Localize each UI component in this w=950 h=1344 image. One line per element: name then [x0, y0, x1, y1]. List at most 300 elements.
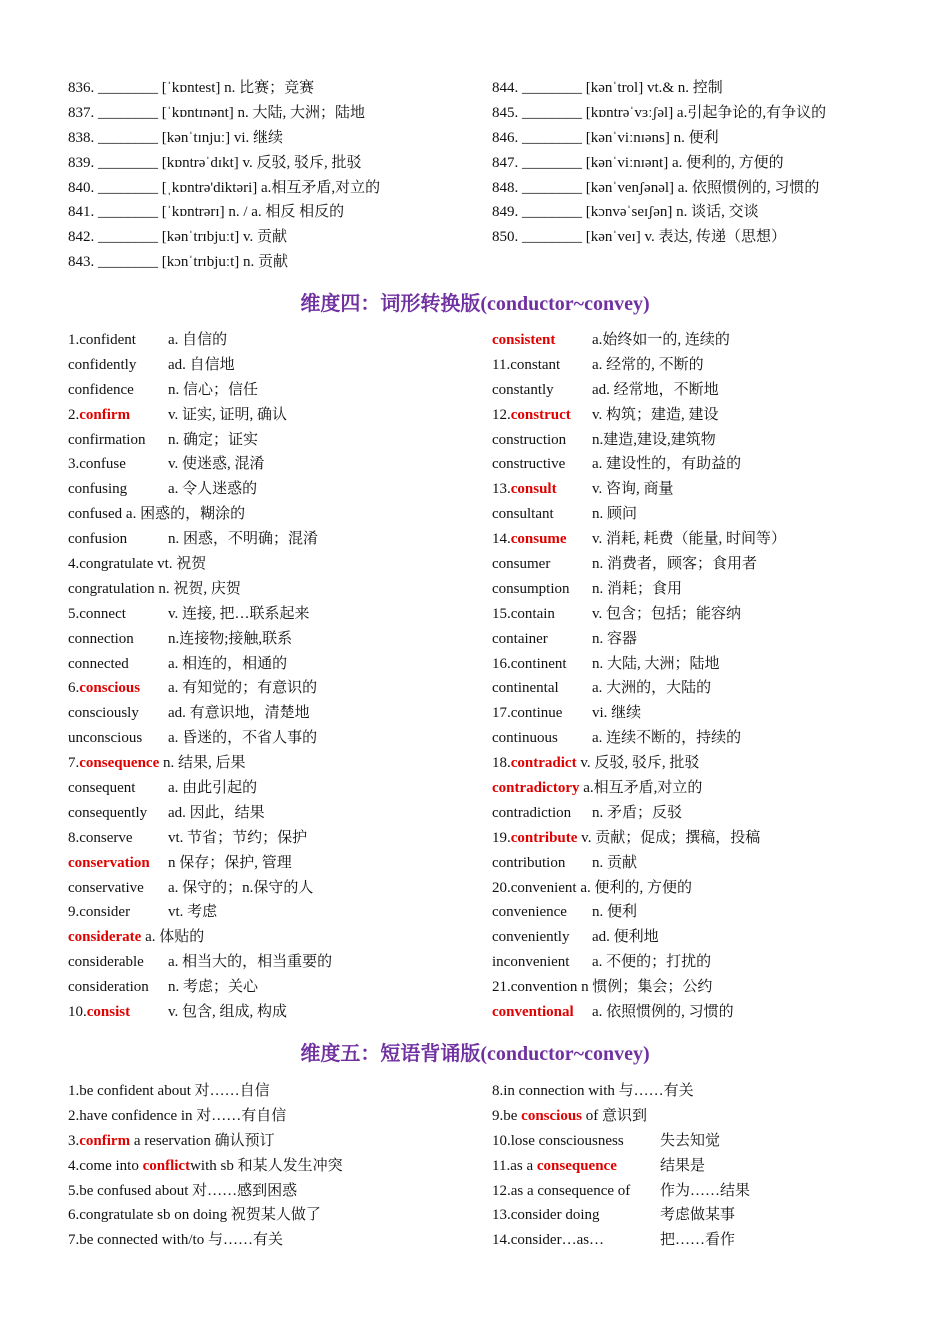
- word-form-row: [492, 502, 786, 527]
- headword-text: connected: [68, 655, 129, 672]
- headword-text: conservative: [68, 879, 144, 896]
- headword-highlight: contradict: [510, 755, 577, 772]
- definition: a. 便利的, 方便的: [580, 879, 692, 896]
- definition: a. 令人迷惑的: [168, 481, 258, 498]
- headword: [68, 452, 168, 477]
- headword-text: confidence: [68, 381, 134, 398]
- headword-text: unconscious: [68, 730, 143, 747]
- word-form-row: [492, 925, 786, 950]
- headword: [492, 1000, 592, 1025]
- phrase-text: 4.come into: [68, 1157, 143, 1174]
- definition: n. 贡献: [592, 854, 638, 871]
- headword-text: 12.: [492, 406, 511, 423]
- phrase-row: [68, 1228, 343, 1253]
- phrase-meaning: 失去知觉: [660, 1132, 721, 1149]
- word-form-row: [492, 726, 786, 751]
- phrase-text: with sb 和某人发生冲突: [190, 1157, 343, 1174]
- word-form-row: [68, 776, 332, 801]
- headword: [492, 652, 592, 677]
- headword-text: consumer: [492, 556, 551, 573]
- headword-text: convenience: [492, 904, 567, 921]
- word-form-row: [68, 751, 332, 776]
- section-heading-word-forms: 维度四：词形转换版(conductor~convey): [300, 293, 650, 315]
- word-forms-right: [492, 328, 786, 1025]
- vocab-list-right: [492, 76, 826, 250]
- headword: [68, 428, 168, 453]
- headword: [492, 577, 592, 602]
- phrase-row: [492, 1179, 750, 1204]
- headword: [68, 801, 168, 826]
- definition: n. 容器: [592, 630, 638, 647]
- headword-text: 9.consider: [68, 904, 131, 921]
- word-form-row: [492, 1000, 786, 1025]
- phrase-text: of 意识到: [582, 1107, 648, 1124]
- headword: [68, 527, 168, 552]
- headword-text: confused: [68, 506, 123, 523]
- headword: [68, 701, 168, 726]
- headword: [492, 452, 592, 477]
- word-form-row: [492, 577, 786, 602]
- definition: a. 大洲的，大陆的: [592, 680, 712, 697]
- definition: ad. 有意识地，清楚地: [168, 705, 310, 722]
- phrase: [68, 1183, 297, 1199]
- phrase-highlight: conflict: [142, 1157, 191, 1174]
- word-form-row: [68, 602, 332, 627]
- phrases-right: [492, 1079, 750, 1253]
- headword-text: confusing: [68, 481, 128, 498]
- phrase-row: [492, 1104, 750, 1129]
- headword: [492, 751, 577, 776]
- word-form-row: [492, 378, 786, 403]
- phrase-row: [492, 1129, 750, 1154]
- headword-highlight: contribute: [510, 829, 578, 846]
- headword: [68, 1000, 168, 1025]
- definition: n.建造,建设,建筑物: [592, 431, 716, 448]
- word-form-row: [492, 552, 786, 577]
- headword-text: constantly: [492, 381, 554, 398]
- definition: n. 困惑，不明确；混淆: [168, 531, 319, 548]
- phrase: [68, 1133, 275, 1149]
- definition: ad. 经常地，不断地: [592, 381, 719, 398]
- headword-text: continuous: [492, 730, 558, 747]
- phrase: [492, 1203, 660, 1228]
- word-form-row: [492, 428, 786, 453]
- headword-text: 5.connect: [68, 605, 126, 622]
- phrase-row: [68, 1079, 343, 1104]
- word-form-row: [492, 452, 786, 477]
- headword-highlight: confirm: [79, 406, 131, 423]
- headword-text: confirmation: [68, 431, 146, 448]
- headword: [492, 477, 592, 502]
- definition: a.始终如一的, 连续的: [592, 332, 730, 348]
- phrase-text: 9.be: [492, 1107, 522, 1124]
- word-form-row: [68, 328, 332, 353]
- vocab-line: 839. ________ [kɒntrəˈdɪkt] v. 反驳, 驳斥, 批驳: [68, 154, 362, 171]
- vocab-line: 841. ________ [ˈkɒntrərɪ] n. / a. 相反 相反的: [68, 204, 345, 221]
- headword-text: 17.continue: [492, 705, 563, 722]
- headword: [68, 627, 168, 652]
- word-form-row: [68, 502, 332, 527]
- phrase-text: 12.as a consequence of: [492, 1182, 631, 1199]
- headword-text: consequent: [68, 780, 136, 797]
- word-form-row: [68, 627, 332, 652]
- headword: [492, 900, 592, 925]
- headword-text: 20.convenient: [492, 879, 577, 896]
- vocab-line: 846. ________ [kənˈviːnɪəns] n. 便利: [492, 129, 719, 146]
- definition: n 惯例；集会；公约: [581, 979, 713, 996]
- phrase-row: [492, 1228, 750, 1253]
- section-heading-phrases: 维度五：短语背诵版(conductor~convey): [300, 1043, 650, 1065]
- headword: [68, 378, 168, 403]
- word-form-row: [68, 527, 332, 552]
- definition: v. 使迷惑, 混淆: [168, 456, 265, 473]
- headword-highlight: consult: [510, 481, 557, 498]
- word-form-row: [492, 403, 786, 428]
- headword: [492, 826, 577, 851]
- definition: ad. 便利地: [592, 929, 659, 946]
- phrase-text: 7.be connected with/to 与……有关: [68, 1232, 283, 1249]
- definition: a. 连续不断的，持续的: [592, 730, 742, 747]
- headword-highlight: consist: [86, 1004, 131, 1021]
- headword: [492, 527, 592, 552]
- headword: [68, 477, 168, 502]
- definition: n. 结果, 后果: [163, 755, 246, 772]
- word-form-row: [68, 726, 332, 751]
- headword-text: construction: [492, 431, 567, 448]
- headword: [68, 726, 168, 751]
- phrase-text: 2.have confidence in 对……有自信: [68, 1107, 287, 1124]
- word-forms-left: [68, 328, 332, 1025]
- phrase-text: 1.be confident about 对……自信: [68, 1083, 270, 1099]
- headword-text: constructive: [492, 456, 566, 473]
- definition: n. 大陆, 大洲；陆地: [592, 655, 720, 672]
- headword-text: 14.: [492, 531, 511, 548]
- headword: [68, 751, 159, 776]
- phrase-text: a reservation 确认预订: [130, 1132, 275, 1149]
- phrase-text: 6.congratulate sb on doing 祝贺某人做了: [68, 1207, 321, 1224]
- headword-text: consciously: [68, 705, 139, 722]
- headword: [492, 602, 592, 627]
- vocab-line: 838. ________ [kənˈtɪnjuː] vi. 继续: [68, 129, 283, 146]
- phrase: [68, 1207, 321, 1223]
- word-form-row: [68, 851, 332, 876]
- headword: [68, 950, 168, 975]
- headword-text: 8.conserve: [68, 829, 133, 846]
- phrase-row: [492, 1079, 750, 1104]
- phrase-meaning: 把……看作: [660, 1232, 736, 1249]
- headword: [492, 428, 592, 453]
- headword: [68, 876, 168, 901]
- word-form-row: [492, 851, 786, 876]
- vocab-line: 843. ________ [kɔnˈtrɪbjuːt] n. 贡献: [68, 254, 288, 271]
- word-form-row: [68, 552, 332, 577]
- headword-text: 4.congratulate: [68, 556, 154, 573]
- word-form-row: [68, 975, 332, 1000]
- word-form-row: [492, 676, 786, 701]
- phrase-text: 5.be confused about 对……感到困惑: [68, 1182, 298, 1199]
- word-form-row: [492, 477, 786, 502]
- word-form-row: [492, 652, 786, 677]
- word-form-row: [492, 627, 786, 652]
- definition: a. 有知觉的；有意识的: [168, 680, 318, 697]
- headword: [68, 851, 168, 876]
- headword-text: congratulation: [68, 580, 155, 597]
- headword: [492, 776, 579, 801]
- phrase: [492, 1228, 660, 1253]
- phrase-highlight: confirm: [79, 1132, 131, 1149]
- definition: v. 连接, 把…联系起来: [168, 605, 310, 622]
- phrases-left: [68, 1079, 343, 1253]
- phrase-row: [492, 1154, 750, 1179]
- word-form-row: [492, 876, 786, 901]
- headword: [492, 925, 592, 950]
- definition: vt. 考虑: [168, 904, 218, 921]
- phrase-row: [492, 1203, 750, 1228]
- definition: a. 由此引起的: [168, 780, 258, 797]
- definition: n. 确定；证实: [168, 431, 259, 448]
- headword: [492, 353, 592, 378]
- phrase-row: [68, 1203, 343, 1228]
- headword-text: 16.continent: [492, 655, 567, 672]
- definition: a. 相当大的，相当重要的: [168, 954, 333, 971]
- definition: n. 消耗；食用: [592, 580, 683, 597]
- headword-text: consumption: [492, 580, 570, 597]
- headword-text: 21.convention: [492, 979, 578, 996]
- vocab-line: 845. ________ [kɒntrəˈvɜːʃəl] a.引起争论的,有争议的: [492, 104, 827, 121]
- definition: a. 不便的；打扰的: [592, 954, 712, 971]
- definition: a. 体贴的: [145, 929, 205, 946]
- headword-text: conveniently: [492, 929, 570, 946]
- word-form-row: [68, 428, 332, 453]
- definition: v. 咨询, 商量: [592, 481, 674, 498]
- phrase-row: [68, 1179, 343, 1204]
- headword: [68, 502, 122, 527]
- word-form-row: [68, 1000, 332, 1025]
- phrase: [492, 1179, 660, 1204]
- headword: [68, 353, 168, 378]
- headword: [492, 502, 592, 527]
- phrase-meaning: 考虑做某事: [660, 1207, 736, 1224]
- headword-text: container: [492, 630, 548, 647]
- word-form-row: [492, 801, 786, 826]
- word-form-row: [68, 900, 332, 925]
- phrase: [492, 1154, 660, 1179]
- definition: vt. 节省；节约；保护: [168, 829, 308, 846]
- definition: a. 建设性的，有助益的: [592, 456, 742, 473]
- word-form-row: [68, 477, 332, 502]
- definition: vt. 祝贺: [157, 556, 207, 573]
- vocab-line: 849. ________ [kɔnvəˈseɪʃən] n. 谈话, 交谈: [492, 204, 759, 221]
- definition: a. 困惑的，糊涂的: [125, 506, 246, 523]
- definition: v. 贡献；促成；撰稿，投稿: [581, 829, 761, 846]
- headword-text: consequently: [68, 804, 148, 821]
- word-form-row: [68, 353, 332, 378]
- word-form-row: [68, 876, 332, 901]
- definition: n. 祝贺, 庆贺: [158, 580, 241, 597]
- word-form-row: [68, 701, 332, 726]
- headword: [492, 950, 592, 975]
- headword-highlight: construct: [510, 406, 571, 423]
- headword: [492, 403, 592, 428]
- vocab-line: 840. ________ [ˌkɒntrə'diktəri] a.相互矛盾,对立的: [68, 179, 381, 196]
- phrase-text: 13.consider doing: [492, 1207, 600, 1224]
- word-form-row: [492, 900, 786, 925]
- word-form-row: [492, 701, 786, 726]
- headword: [68, 900, 168, 925]
- definition: n. 考虑；关心: [168, 979, 259, 996]
- headword-text: contribution: [492, 854, 566, 871]
- vocab-line: 837. ________ [ˈkɒntɪnənt] n. 大陆, 大洲；陆地: [68, 104, 365, 121]
- definition: a. 相连的，相通的: [168, 655, 288, 672]
- definition: ad. 自信地: [168, 356, 235, 373]
- headword: [68, 403, 168, 428]
- definition: a. 经常的, 不断的: [592, 356, 704, 373]
- headword-text: consultant: [492, 506, 554, 523]
- word-form-row: [68, 452, 332, 477]
- vocab-list-left: [68, 76, 380, 275]
- phrase-text: 14.consider…as…: [492, 1232, 605, 1249]
- headword-highlight: conservation: [68, 854, 150, 871]
- word-form-row: [492, 975, 786, 1000]
- headword: [492, 975, 577, 1000]
- headword: [68, 577, 155, 602]
- word-form-row: [492, 527, 786, 552]
- word-form-row: [492, 328, 786, 353]
- vocab-line: 847. ________ [kənˈviːnɪənt] a. 便利的, 方便的: [492, 154, 784, 171]
- phrase: [68, 1158, 343, 1174]
- phrase-row: [68, 1129, 343, 1154]
- word-form-row: [68, 652, 332, 677]
- word-form-row: [68, 925, 332, 950]
- headword: [492, 378, 592, 403]
- definition: a. 自信的: [168, 332, 228, 348]
- headword: [68, 328, 168, 353]
- headword-text: 15.contain: [492, 605, 555, 622]
- phrase-highlight: consequence: [536, 1157, 617, 1174]
- word-form-row: [68, 826, 332, 851]
- phrase-row: [68, 1154, 343, 1179]
- headword-highlight: consume: [510, 531, 567, 548]
- headword: [68, 925, 141, 950]
- definition: a.相互矛盾,对立的: [583, 780, 703, 797]
- definition: v. 包含；包括；能容纳: [592, 605, 742, 622]
- headword: [68, 776, 168, 801]
- headword-text: 2.: [68, 406, 80, 423]
- vocab-line: 850. ________ [kənˈveɪ] v. 表达, 传递（思想）: [492, 229, 786, 246]
- headword-text: 10.: [68, 1004, 87, 1021]
- vocab-line: 836. ________ [ˈkɒntest] n. 比赛；竞赛: [68, 80, 315, 96]
- definition: a. 保守的；n.保守的人: [168, 879, 314, 896]
- headword-highlight: considerate: [68, 929, 142, 946]
- definition: n. 信心；信任: [168, 381, 259, 398]
- definition: v. 消耗, 耗费（能量, 时间等）: [592, 531, 787, 548]
- phrase: [68, 1083, 270, 1099]
- definition: ad. 因此，结果: [168, 804, 265, 821]
- headword-text: consideration: [68, 979, 149, 996]
- vocab-line: 848. ________ [kənˈvenʃənəl] a. 依照惯例的, 习惯的: [492, 179, 820, 196]
- phrase: [492, 1129, 660, 1154]
- headword: [68, 552, 153, 577]
- vocab-line: 844. ________ [kənˈtrol] vt.& n. 控制: [492, 80, 723, 96]
- definition: n. 消费者，顾客；食用者: [592, 556, 758, 573]
- headword: [492, 328, 592, 353]
- headword-text: connection: [68, 630, 134, 647]
- headword: [492, 676, 592, 701]
- word-form-row: [492, 826, 786, 851]
- phrase: [68, 1232, 283, 1248]
- headword-text: 6.: [68, 680, 80, 697]
- headword: [492, 801, 592, 826]
- headword: [492, 726, 592, 751]
- word-form-row: [68, 676, 332, 701]
- phrase-text: 10.lose consciousness: [492, 1132, 624, 1149]
- headword-text: continental: [492, 680, 559, 697]
- definition: n. 顾问: [592, 506, 638, 523]
- headword-text: 1.confident: [68, 332, 136, 348]
- headword-text: considerable: [68, 954, 144, 971]
- headword-highlight: contradictory: [492, 780, 580, 797]
- headword: [492, 552, 592, 577]
- word-form-row: [492, 602, 786, 627]
- definition: n. 矛盾；反驳: [592, 804, 683, 821]
- headword: [68, 676, 168, 701]
- definition: a. 依照惯例的, 习惯的: [592, 1004, 734, 1021]
- phrase: [68, 1108, 286, 1124]
- word-form-row: [68, 950, 332, 975]
- definition: v. 证实, 证明, 确认: [168, 406, 288, 423]
- definition: v. 包含, 组成, 构成: [168, 1004, 288, 1021]
- word-form-row: [68, 577, 332, 602]
- phrase-text: 11.as a: [492, 1157, 537, 1174]
- definition: vi. 继续: [592, 705, 642, 722]
- word-form-row: [68, 801, 332, 826]
- headword-text: confusion: [68, 531, 128, 548]
- phrase-text: 8.in connection with 与……有关: [492, 1083, 694, 1099]
- headword-highlight: conventional: [492, 1004, 574, 1021]
- headword-text: 13.: [492, 481, 511, 498]
- vocab-line: 842. ________ [kənˈtrɪbjuːt] v. 贡献: [68, 229, 288, 246]
- headword: [68, 652, 168, 677]
- definition: a. 昏迷的，不省人事的: [168, 730, 318, 747]
- phrase-meaning: 作为……结果: [660, 1182, 751, 1199]
- word-form-row: [68, 378, 332, 403]
- headword-text: contradiction: [492, 804, 572, 821]
- phrase: [492, 1083, 694, 1099]
- phrase-row: [68, 1104, 343, 1129]
- definition: n. 便利: [592, 904, 638, 921]
- headword: [492, 876, 577, 901]
- word-form-row: [68, 403, 332, 428]
- headword: [492, 851, 592, 876]
- headword-text: 19.: [492, 829, 511, 846]
- word-form-row: [492, 950, 786, 975]
- phrase: [492, 1108, 647, 1124]
- headword: [492, 627, 592, 652]
- definition: v. 构筑；建造, 建设: [592, 406, 719, 423]
- headword-highlight: consistent: [492, 332, 556, 348]
- definition: n 保存；保护, 管理: [168, 854, 292, 871]
- headword-text: 11.constant: [492, 356, 561, 373]
- headword-highlight: conscious: [79, 680, 141, 697]
- headword: [492, 701, 592, 726]
- word-form-row: [492, 776, 786, 801]
- phrase-text: 3.: [68, 1132, 80, 1149]
- headword: [68, 602, 168, 627]
- phrase-meaning: 结果是: [660, 1157, 706, 1174]
- headword: [68, 975, 168, 1000]
- headword-text: 18.: [492, 755, 511, 772]
- headword-highlight: consequence: [79, 755, 160, 772]
